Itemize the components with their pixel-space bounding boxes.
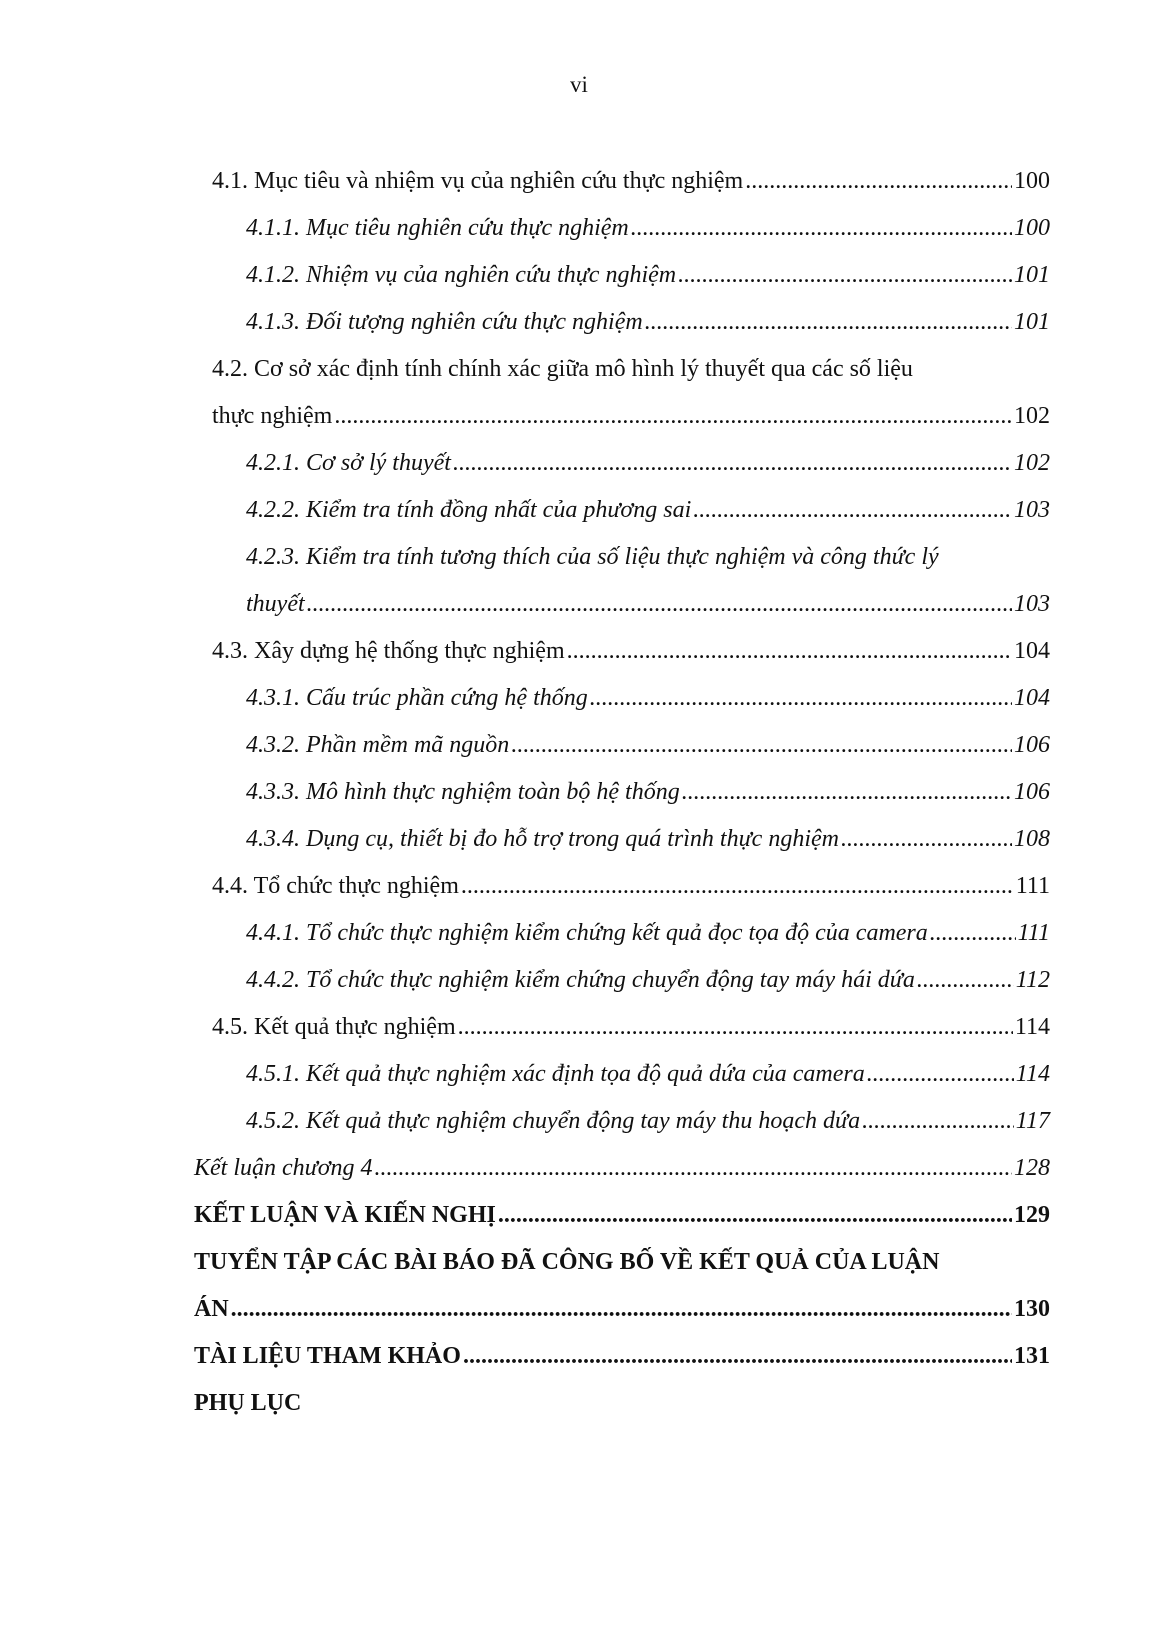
- table-of-contents: [194, 158, 1050, 1427]
- toc-entry-title-continued: ÁN: [194, 1296, 229, 1322]
- toc-entry-page: 102: [1014, 403, 1050, 429]
- toc-entry-page: 101: [1014, 262, 1050, 288]
- toc-entry-title: KẾT LUẬN VÀ KIẾN NGHỊ: [194, 1202, 496, 1228]
- toc-entry-page: 129: [1014, 1202, 1050, 1228]
- toc-entry-title: 4.1.2. Nhiệm vụ của nghiên cứu thực nghiệm: [246, 262, 677, 288]
- toc-entry-page: 111: [1015, 873, 1050, 899]
- toc-entry-title: 4.3.4. Dụng cụ, thiết bị đo hỗ trợ trong quá trình thực nghiệm: [246, 826, 839, 852]
- toc-entry-title: 4.2. Cơ sở xác định tính chính xác giữa mô hình lý thuyết qua các số liệu: [212, 356, 913, 382]
- dot-leader: [930, 910, 1016, 957]
- dot-leader: [463, 1333, 1012, 1380]
- toc-entry-page: 114: [1014, 1014, 1050, 1040]
- toc-entry-title: 4.1.1. Mục tiêu nghiên cứu thực nghiệm: [246, 215, 629, 241]
- toc-entry-title: 4.1. Mục tiêu và nhiệm vụ của nghiên cứu thực nghiệm: [212, 168, 744, 194]
- toc-entry-4-2-3[interactable]: [194, 581, 1050, 628]
- toc-entry-4-5[interactable]: [194, 1004, 1050, 1051]
- toc-entry-title: 4.1.3. Đối tượng nghiên cứu thực nghiệm: [246, 309, 643, 335]
- toc-entry-page: 131: [1014, 1343, 1050, 1369]
- toc-entry-4-4-1[interactable]: [194, 910, 1050, 957]
- dot-leader: [841, 816, 1012, 863]
- toc-entry-title: PHỤ LỤC: [194, 1390, 302, 1416]
- dot-leader: [590, 675, 1012, 722]
- dot-leader: [693, 487, 1012, 534]
- dot-leader: [375, 1145, 1012, 1192]
- toc-entry-page: 130: [1014, 1296, 1050, 1322]
- toc-entry-title: TUYỂN TẬP CÁC BÀI BÁO ĐÃ CÔNG BỐ VỀ KẾT QUẢ CỦA LUẬN: [194, 1249, 940, 1275]
- dot-leader: [567, 628, 1012, 675]
- toc-entry-4-3-3[interactable]: [194, 769, 1050, 816]
- toc-entry-4-1[interactable]: [194, 158, 1050, 205]
- toc-entry-page: 104: [1014, 638, 1050, 664]
- toc-entry-4-3-2[interactable]: [194, 722, 1050, 769]
- dot-leader: [461, 863, 1014, 910]
- dot-leader: [867, 1051, 1014, 1098]
- toc-entry-chapter-4-conclusion[interactable]: [194, 1145, 1050, 1192]
- toc-entry-title: Kết luận chương 4: [194, 1155, 373, 1181]
- dot-leader: [231, 1286, 1012, 1333]
- toc-entry-page: 106: [1014, 779, 1050, 805]
- toc-entry-title: 4.3. Xây dựng hệ thống thực nghiệm: [212, 638, 565, 664]
- toc-entry-title: 4.5. Kết quả thực nghiệm: [212, 1014, 456, 1040]
- toc-entry-page: 101: [1014, 309, 1050, 335]
- toc-entry-4-2-2[interactable]: [194, 487, 1050, 534]
- toc-entry-page: 100: [1014, 168, 1050, 194]
- toc-entry-4-1-2[interactable]: [194, 252, 1050, 299]
- toc-entry-page: 103: [1014, 591, 1050, 617]
- toc-entry-page: 111: [1017, 920, 1050, 946]
- toc-entry-4-3[interactable]: [194, 628, 1050, 675]
- toc-entry-conclusions[interactable]: [194, 1192, 1050, 1239]
- toc-entry-4-5-2[interactable]: [194, 1098, 1050, 1145]
- toc-entry-4-4[interactable]: [194, 863, 1050, 910]
- toc-entry-title: 4.4.1. Tổ chức thực nghiệm kiểm chứng kết quả đọc tọa độ của camera: [246, 920, 928, 946]
- dot-leader: [631, 205, 1012, 252]
- page-number: vi: [570, 72, 588, 97]
- toc-entry-page: 100: [1014, 215, 1050, 241]
- toc-entry-page: 128: [1014, 1155, 1050, 1181]
- dot-leader: [334, 393, 1012, 440]
- toc-entry-4-2-line1[interactable]: [194, 346, 1050, 393]
- dot-leader: [458, 1004, 1013, 1051]
- toc-entry-4-3-1[interactable]: [194, 675, 1050, 722]
- toc-entry-title: 4.2.3. Kiểm tra tính tương thích của số liệu thực nghiệm và công thức lý: [246, 544, 939, 570]
- toc-entry-page: 112: [1015, 967, 1050, 993]
- dot-leader: [453, 440, 1012, 487]
- toc-entry-4-5-1[interactable]: [194, 1051, 1050, 1098]
- toc-entry-page: 106: [1014, 732, 1050, 758]
- toc-entry-page: 114: [1015, 1061, 1050, 1087]
- toc-entry-title: TÀI LIỆU THAM KHẢO: [194, 1343, 461, 1369]
- toc-entry-page: 104: [1014, 685, 1050, 711]
- toc-entry-title: 4.3.2. Phần mềm mã nguồn: [246, 732, 510, 758]
- dot-leader: [862, 1098, 1014, 1145]
- toc-entry-title: 4.2.2. Kiểm tra tính đồng nhất của phương sai: [246, 497, 692, 523]
- dot-leader: [678, 252, 1012, 299]
- toc-entry-page: 117: [1015, 1108, 1050, 1134]
- dot-leader: [645, 299, 1012, 346]
- toc-entry-page: 102: [1014, 450, 1050, 476]
- dot-leader: [511, 722, 1012, 769]
- toc-entry-publications[interactable]: [194, 1286, 1050, 1333]
- toc-entry-title: 4.5.2. Kết quả thực nghiệm chuyển động tay máy thu hoạch dứa: [246, 1108, 861, 1134]
- toc-entry-publications-line1[interactable]: [194, 1239, 1050, 1286]
- toc-entry-title: 4.3.1. Cấu trúc phần cứng hệ thống: [246, 685, 588, 711]
- dot-leader: [307, 581, 1012, 628]
- toc-entry-4-1-1[interactable]: [194, 205, 1050, 252]
- toc-entry-page: 103: [1014, 497, 1050, 523]
- toc-entry-4-4-2[interactable]: [194, 957, 1050, 1004]
- toc-entry-title: 4.3.3. Mô hình thực nghiệm toàn bộ hệ thống: [246, 779, 680, 805]
- toc-entry-references[interactable]: [194, 1333, 1050, 1380]
- dot-leader: [682, 769, 1012, 816]
- toc-entry-title: 4.4. Tổ chức thực nghiệm: [212, 873, 459, 899]
- toc-entry-title: 4.4.2. Tổ chức thực nghiệm kiểm chứng chuyển động tay máy hái dứa: [246, 967, 915, 993]
- toc-entry-title: 4.2.1. Cơ sở lý thuyết: [246, 450, 451, 476]
- dot-leader: [917, 957, 1014, 1004]
- toc-entry-4-2-3-line1[interactable]: [194, 534, 1050, 581]
- toc-entry-appendix[interactable]: [194, 1380, 1050, 1427]
- toc-entry-4-2[interactable]: [194, 393, 1050, 440]
- dot-leader: [498, 1192, 1012, 1239]
- dot-leader: [745, 158, 1012, 205]
- toc-entry-4-1-3[interactable]: [194, 299, 1050, 346]
- toc-entry-title: 4.5.1. Kết quả thực nghiệm xác định tọa độ quả dứa của camera: [246, 1061, 865, 1087]
- toc-entry-4-2-1[interactable]: [194, 440, 1050, 487]
- toc-entry-title-continued: thuyết: [246, 591, 305, 617]
- toc-entry-4-3-4[interactable]: [194, 816, 1050, 863]
- toc-entry-page: 108: [1014, 826, 1050, 852]
- toc-entry-title-continued: thực nghiệm: [212, 403, 333, 429]
